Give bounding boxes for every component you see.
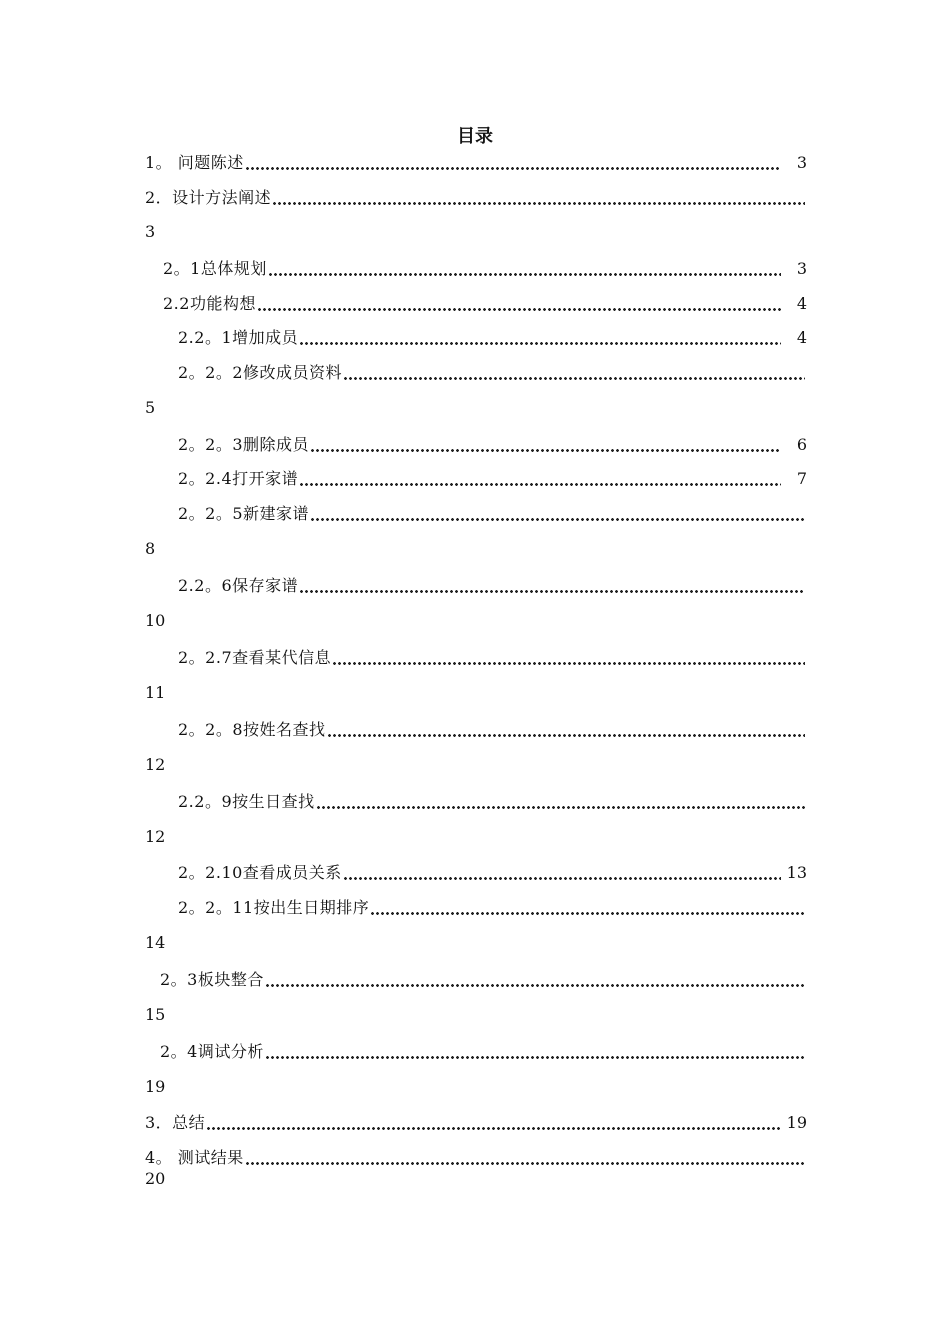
toc-entry-page: 3 xyxy=(145,222,156,241)
dot-leader xyxy=(246,152,781,174)
toc-entry[interactable] xyxy=(0,501,950,525)
toc-entry[interactable] xyxy=(0,325,950,349)
toc-entry-page: 3 xyxy=(796,153,807,172)
toc-entry-page: 5 xyxy=(145,398,156,417)
toc-entry-page: 15 xyxy=(145,1005,166,1024)
dot-leader xyxy=(333,647,805,669)
toc-entry[interactable] xyxy=(0,573,950,597)
dot-leader xyxy=(317,791,805,813)
dot-leader xyxy=(273,187,805,209)
toc-entry[interactable] xyxy=(0,645,950,669)
dot-leader xyxy=(371,897,805,919)
dot-leader xyxy=(344,862,781,884)
dot-leader xyxy=(311,503,805,525)
dot-leader xyxy=(269,258,781,280)
toc-entry-page: 3 xyxy=(796,259,807,278)
toc-entry[interactable] xyxy=(0,432,950,456)
toc-entry[interactable] xyxy=(0,895,950,919)
dot-leader xyxy=(258,293,781,315)
toc-entry-label: 3．总结 xyxy=(145,1113,206,1132)
toc-entry-page: 19 xyxy=(786,1113,807,1132)
dot-leader xyxy=(246,1147,805,1169)
toc-entry-label: 2。4调试分析 xyxy=(160,1042,264,1061)
toc-entry-page: 10 xyxy=(145,611,166,630)
dot-leader xyxy=(328,719,805,741)
toc-entry[interactable] xyxy=(0,860,950,884)
toc-entry[interactable] xyxy=(0,789,950,813)
toc-entry-page: 14 xyxy=(145,933,166,952)
dot-leader xyxy=(300,468,781,490)
toc-entry[interactable] xyxy=(0,1110,950,1134)
toc-entry-page: 4 xyxy=(796,294,807,313)
dot-leader xyxy=(311,434,781,456)
toc-entry[interactable] xyxy=(0,466,950,490)
toc-entry-label: 2。2。2修改成员资料 xyxy=(178,363,343,382)
toc-entry[interactable] xyxy=(0,717,950,741)
toc-entry[interactable] xyxy=(0,291,950,315)
toc-entry-label: 2。2.4打开家谱 xyxy=(178,469,299,488)
toc-entry-page: 12 xyxy=(145,827,166,846)
dot-leader xyxy=(300,575,805,597)
toc-entry-page: 13 xyxy=(786,863,807,882)
toc-entry-page: 8 xyxy=(145,539,156,558)
toc-entry-label: 4。 测试结果 xyxy=(145,1148,244,1167)
toc-entry-page: 19 xyxy=(145,1077,166,1096)
toc-entry[interactable] xyxy=(0,967,950,991)
dot-leader xyxy=(266,1041,805,1063)
toc-entry[interactable] xyxy=(0,150,950,174)
toc-entry-label: 2。2。8按姓名查找 xyxy=(178,720,326,739)
toc-entry-label: 2.2。9按生日查找 xyxy=(178,792,315,811)
toc-entry-label: 2。3板块整合 xyxy=(160,970,264,989)
toc-entry-label: 2。2。5新建家谱 xyxy=(178,504,310,523)
toc-entry[interactable] xyxy=(0,1145,950,1169)
page-title: 目录 xyxy=(457,126,493,147)
toc-entry-page: 7 xyxy=(796,469,807,488)
toc-entry-label: 2。1总体规划 xyxy=(163,259,267,278)
toc-entry-label: 2．设计方法阐述 xyxy=(145,188,272,207)
toc-entry[interactable] xyxy=(0,1039,950,1063)
toc-entry-label: 2.2。1增加成员 xyxy=(178,328,299,347)
dot-leader xyxy=(300,327,781,349)
toc-entry-label: 2.2功能构想 xyxy=(163,294,256,313)
toc-entry-page: 6 xyxy=(796,435,807,454)
toc-entry-page: 4 xyxy=(796,328,807,347)
toc-entry-label: 2。2.7查看某代信息 xyxy=(178,648,332,667)
dot-leader xyxy=(266,969,805,991)
toc-entry-label: 2。2.10查看成员关系 xyxy=(178,863,342,882)
toc-entry-label: 2。2。11按出生日期排序 xyxy=(178,898,370,917)
toc-entry[interactable] xyxy=(0,360,950,384)
toc-entry[interactable] xyxy=(0,185,950,209)
toc-entry-label: 2。2。3删除成员 xyxy=(178,435,310,454)
toc-entry-page: 12 xyxy=(145,755,166,774)
dot-leader xyxy=(207,1112,781,1134)
toc-entry[interactable] xyxy=(0,256,950,280)
toc-entry-page: 11 xyxy=(145,683,166,702)
dot-leader xyxy=(344,362,805,384)
toc-entry-page: 20 xyxy=(145,1169,166,1188)
toc-entry-label: 2.2。6保存家谱 xyxy=(178,576,299,595)
toc-entry-label: 1。 问题陈述 xyxy=(145,153,244,172)
